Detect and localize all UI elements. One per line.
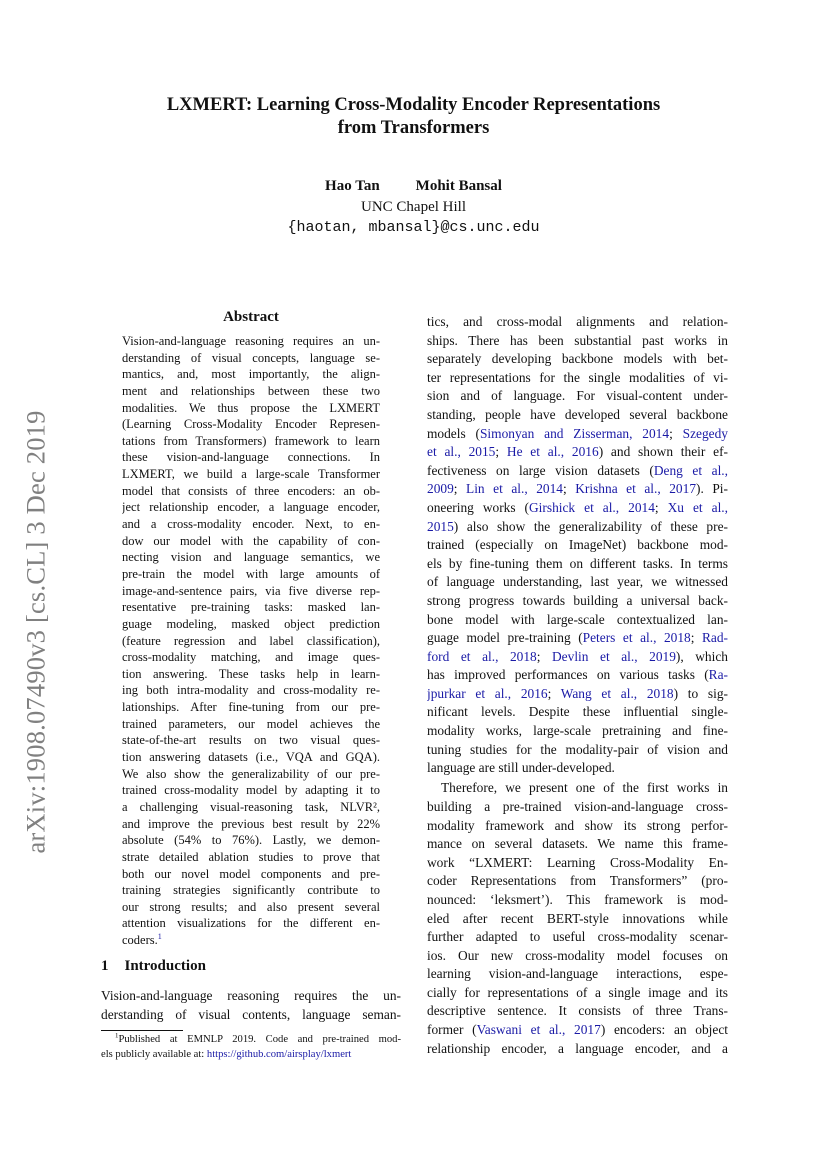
body-text: learning vision-and-language interactions, espe- bbox=[427, 966, 728, 982]
body-text: descriptive sentence. It consists of three Trans- bbox=[427, 1003, 728, 1019]
body-line bbox=[427, 406, 728, 425]
body-text: fectiveness on large vision datasets ( bbox=[427, 462, 654, 478]
citation-link[interactable]: Lin et al., 2014 bbox=[466, 481, 563, 497]
citation-link[interactable]: Rad- bbox=[701, 630, 728, 646]
body-line bbox=[427, 369, 728, 388]
abstract-text: lationships. After fine-tuning from our pre- bbox=[122, 700, 380, 715]
abstract-text: necting vision and language semantics, we bbox=[122, 550, 380, 565]
abstract-text: We also show the generalizability of our pre- bbox=[122, 766, 380, 781]
citation-link[interactable]: Deng et al., bbox=[653, 462, 728, 478]
citation-link[interactable]: ford et al., 2018 bbox=[427, 648, 537, 664]
body-line bbox=[427, 1002, 728, 1021]
body-text: further adapted to useful cross-modality scenar- bbox=[427, 929, 728, 945]
abstract-line bbox=[122, 866, 380, 883]
body-line bbox=[427, 499, 728, 518]
body-text: ; bbox=[690, 630, 702, 646]
citation-link[interactable]: Girshick et al., 2014 bbox=[529, 499, 655, 515]
citation-link[interactable]: Vaswani et al., 2017 bbox=[476, 1022, 601, 1038]
abstract-text: ment and relationships between these two bbox=[122, 383, 380, 398]
body-text: ships. There has been substantial past works in bbox=[427, 332, 728, 348]
citation-link[interactable]: et al., 2015 bbox=[427, 444, 496, 460]
body-text: bone model with large-scale contextualized lan- bbox=[427, 611, 728, 627]
body-line bbox=[427, 518, 728, 537]
body-text: ; bbox=[547, 685, 561, 701]
body-text: models ( bbox=[427, 425, 480, 441]
body-text: work “LXMERT: Learning Cross-Modality En- bbox=[427, 854, 728, 870]
title-line: from Transformers bbox=[337, 118, 490, 138]
body-text: sion and of language. For visual-content under- bbox=[427, 388, 728, 404]
body-line bbox=[427, 443, 728, 462]
body-line bbox=[427, 910, 728, 929]
abstract-text: dow our model with the capability of con- bbox=[122, 533, 380, 548]
abstract-text: trained parameters, our model achieves the bbox=[122, 716, 380, 731]
body-text: standing, people have developed several backbone bbox=[427, 406, 728, 422]
abstract-line bbox=[122, 749, 380, 766]
body-line bbox=[427, 779, 728, 798]
body-line bbox=[427, 835, 728, 854]
body-text: ) also show the generalizability of these pre- bbox=[453, 518, 728, 534]
abstract-line bbox=[122, 816, 380, 833]
abstract-line bbox=[122, 416, 380, 433]
abstract-text: both our novel model components and pre- bbox=[122, 866, 380, 881]
body-line bbox=[427, 891, 728, 910]
citation-link[interactable]: 2009 bbox=[427, 481, 454, 497]
body-text: oneering works ( bbox=[427, 499, 530, 515]
body-line bbox=[427, 387, 728, 406]
body-line bbox=[427, 611, 728, 630]
body-line bbox=[427, 817, 728, 836]
abstract-text: ing both intra-modality and cross-modality re- bbox=[122, 683, 380, 698]
abstract-line bbox=[122, 716, 380, 733]
body-line bbox=[427, 741, 728, 760]
section-heading-introduction bbox=[101, 958, 206, 975]
body-line bbox=[427, 332, 728, 351]
body-line bbox=[427, 666, 728, 685]
abstract-line bbox=[122, 449, 380, 466]
abstract-line bbox=[122, 483, 380, 500]
body-text: guage model pre-training ( bbox=[427, 630, 583, 646]
abstract-line bbox=[122, 649, 380, 666]
body-text: ) encoders: an object bbox=[600, 1022, 728, 1038]
body-text: nificant levels. Despite these influential single- bbox=[427, 704, 728, 720]
author-name: Hao Tan bbox=[325, 178, 380, 194]
abstract-line bbox=[122, 566, 380, 583]
body-text: ; bbox=[669, 425, 683, 441]
arxiv-stamp: arXiv:1908.07490v3 [cs.CL] 3 Dec 2019 bbox=[20, 410, 51, 854]
abstract-line bbox=[122, 899, 380, 916]
citation-link[interactable]: Devlin et al., 2019 bbox=[552, 648, 676, 664]
abstract-line bbox=[122, 799, 380, 816]
citation-link[interactable]: Peters et al., 2018 bbox=[582, 630, 691, 646]
intro-line bbox=[101, 987, 401, 1006]
body-text: of language understanding, last year, we witnessed bbox=[427, 574, 728, 590]
body-line bbox=[427, 759, 728, 778]
body-text: ) to sig- bbox=[673, 685, 728, 701]
body-text: Therefore, we present one of the first works in bbox=[441, 780, 728, 796]
right-column-body bbox=[427, 313, 728, 1058]
body-line bbox=[427, 480, 728, 499]
body-line bbox=[427, 462, 728, 481]
abstract-line bbox=[122, 466, 380, 483]
body-text: cially for representations of a single image and its bbox=[427, 984, 728, 1000]
abstract-text: derstanding of visual concepts, language se- bbox=[122, 350, 380, 365]
paper-title bbox=[0, 94, 827, 140]
body-text: strong progress towards building a universal back- bbox=[427, 592, 728, 608]
affiliation: UNC Chapel Hill bbox=[361, 199, 466, 215]
footnote-mark: 1 bbox=[115, 1033, 119, 1040]
body-text: els by fine-tuning them on different tasks. In terms bbox=[427, 555, 728, 571]
abstract-text: resentative pre-training tasks: masked lan- bbox=[122, 600, 380, 615]
body-text: ; bbox=[563, 481, 576, 497]
body-line bbox=[427, 648, 728, 667]
body-line bbox=[427, 703, 728, 722]
abstract-text: Vision-and-language reasoning requires an un- bbox=[122, 334, 380, 348]
abstract-text: and a cross-modality encoder. Next, to en- bbox=[122, 517, 380, 532]
abstract-text: ject relationship encoder, a language encoder, bbox=[122, 500, 380, 515]
body-line bbox=[427, 350, 728, 369]
body-text: language are still under-developed. bbox=[427, 760, 615, 776]
abstract-line bbox=[122, 533, 380, 550]
author-email: {haotan, mbansal}@cs.unc.edu bbox=[287, 219, 540, 236]
body-line bbox=[427, 965, 728, 984]
body-text: ; bbox=[453, 481, 467, 497]
intro-text: derstanding of visual contents, language seman- bbox=[101, 1006, 401, 1022]
author-name: Mohit Bansal bbox=[415, 178, 502, 194]
intro-line bbox=[101, 1006, 401, 1025]
citation-link[interactable]: Simonyan and Zisserman, 2014 bbox=[479, 425, 670, 441]
abstract-line bbox=[122, 882, 380, 899]
abstract-text: state-of-the-art results on two visual ques- bbox=[122, 733, 380, 748]
abstract-line bbox=[122, 333, 380, 350]
abstract-line bbox=[122, 549, 380, 566]
body-text: separately developing backbone models with bet- bbox=[427, 351, 728, 367]
body-line bbox=[427, 685, 728, 704]
body-text: modality works, large-scale pretraining and fine- bbox=[427, 723, 728, 739]
body-text: mance on several datasets. We name this frame- bbox=[427, 836, 728, 852]
footnote-line bbox=[101, 1033, 401, 1048]
github-link[interactable]: https://github.com/airsplay/lxmert bbox=[206, 1048, 352, 1060]
abstract-text: LXMERT, we build a large-scale Transformer bbox=[122, 467, 380, 482]
body-text: relationship encoder, a language encoder, and a bbox=[427, 1040, 728, 1056]
section-title: Introduction bbox=[124, 958, 206, 974]
body-line bbox=[427, 536, 728, 555]
abstract-line bbox=[122, 766, 380, 783]
abstract-text: these vision-and-language connections. In bbox=[122, 450, 380, 465]
abstract-line bbox=[122, 699, 380, 716]
citation-link[interactable]: Xu et al., bbox=[667, 499, 728, 515]
abstract-line bbox=[122, 350, 380, 367]
abstract-line bbox=[122, 599, 380, 616]
body-line bbox=[427, 947, 728, 966]
body-text: ios. Our new cross-modality model focuses on bbox=[427, 947, 728, 963]
abstract-line bbox=[122, 732, 380, 749]
body-line bbox=[427, 872, 728, 891]
body-line bbox=[427, 425, 728, 444]
abstract-line bbox=[122, 400, 380, 417]
citation-link[interactable]: Ra- bbox=[708, 667, 728, 683]
body-line bbox=[427, 854, 728, 873]
footnote-text: els publicly available at: bbox=[101, 1048, 207, 1060]
abstract-text: modalities. We thus propose the LXMERT bbox=[122, 400, 380, 415]
body-text: ) and shown their ef- bbox=[598, 444, 728, 460]
body-line bbox=[427, 798, 728, 817]
abstract-text: cross-modality matching, and image ques- bbox=[122, 650, 380, 665]
citation-link[interactable]: Krishna et al., 2017 bbox=[575, 481, 697, 497]
citation-link[interactable]: Wang et al., 2018 bbox=[560, 685, 674, 701]
abstract-line bbox=[122, 366, 380, 383]
abstract-text: model that consists of three encoders: an ob- bbox=[122, 483, 380, 498]
body-line bbox=[427, 573, 728, 592]
body-text: ; bbox=[654, 499, 668, 515]
body-line bbox=[427, 592, 728, 611]
abstract-text: a challenging visual-reasoning task, NLVR², bbox=[122, 799, 380, 814]
abstract-line bbox=[122, 616, 380, 633]
abstract-line bbox=[122, 932, 380, 949]
body-line bbox=[427, 313, 728, 332]
abstract-body bbox=[122, 333, 380, 949]
citation-link[interactable]: jpurkar et al., 2016 bbox=[427, 685, 548, 701]
body-text: ter representations for the single modalities of vi- bbox=[427, 369, 728, 385]
body-text: modality framework and show its strong perfor- bbox=[427, 817, 728, 833]
abstract-text: (Learning Cross-Modality Encoder Represen- bbox=[122, 417, 380, 432]
body-text: coder Representations from Transformers” (pro- bbox=[427, 873, 728, 889]
body-text: building a pre-trained vision-and-language cross- bbox=[427, 798, 728, 814]
abstract-line bbox=[122, 433, 380, 450]
abstract-line bbox=[122, 516, 380, 533]
section-number: 1 bbox=[101, 958, 109, 974]
abstract-line bbox=[122, 499, 380, 516]
authors bbox=[0, 178, 827, 195]
footnote bbox=[101, 1033, 401, 1062]
abstract-text: and improve the previous best result by 22% bbox=[122, 816, 380, 831]
abstract-line bbox=[122, 633, 380, 650]
body-line bbox=[427, 928, 728, 947]
footnote-line bbox=[101, 1048, 401, 1063]
body-text: tuning studies for the modality-pair of vision and bbox=[427, 741, 728, 757]
abstract-text: absolute (54% to 76%). Lastly, we demon- bbox=[122, 833, 380, 848]
footnote-text: Published at EMNLP 2019. Code and pre-trained mod- bbox=[118, 1034, 401, 1045]
abstract-line bbox=[122, 849, 380, 866]
body-line bbox=[427, 1040, 728, 1059]
abstract-text: (feature regression and label classification), bbox=[122, 633, 380, 648]
body-text: trained (especially on ImageNet) backbone mod- bbox=[427, 537, 728, 553]
abstract-text: tations from Transformers) framework to learn bbox=[122, 433, 380, 448]
body-line bbox=[427, 984, 728, 1003]
abstract-text: tion answering datasets (i.e., VQA and GQA). bbox=[122, 750, 380, 765]
abstract-line bbox=[122, 682, 380, 699]
body-line bbox=[427, 1021, 728, 1040]
citation-link[interactable]: Szegedy bbox=[682, 425, 728, 441]
body-text: eled after recent BERT-style innovations while bbox=[427, 910, 728, 926]
body-line bbox=[427, 555, 728, 574]
abstract-line bbox=[122, 583, 380, 600]
title-line: LXMERT: Learning Cross-Modality Encoder Representations bbox=[166, 95, 661, 115]
body-line bbox=[427, 722, 728, 741]
abstract-text: our strong results; and also present several bbox=[122, 899, 380, 914]
abstract-text: image-and-sentence pairs, via five diverse rep- bbox=[122, 583, 380, 598]
abstract-line bbox=[122, 666, 380, 683]
abstract-line bbox=[122, 383, 380, 400]
abstract-text: coders. bbox=[122, 933, 158, 948]
introduction-body bbox=[101, 987, 401, 1024]
abstract-text: pre-train the model with large amounts of bbox=[122, 566, 380, 581]
abstract-heading: Abstract bbox=[223, 309, 279, 325]
abstract-text: guage modeling, masked object prediction bbox=[122, 616, 380, 631]
abstract-line bbox=[122, 782, 380, 799]
footnote-mark[interactable]: 1 bbox=[157, 932, 162, 941]
citation-link[interactable]: 2015 bbox=[427, 518, 454, 534]
citation-link[interactable]: He et al., 2016 bbox=[506, 444, 599, 460]
footnote-rule bbox=[101, 1030, 183, 1031]
abstract-text: tion answering. These tasks help in learn- bbox=[122, 666, 380, 681]
body-text: tics, and cross-modal alignments and relation- bbox=[427, 314, 728, 329]
body-text: nounced: ‘leksmert’). This framework is mod- bbox=[427, 891, 728, 907]
body-text: ). Pi- bbox=[696, 481, 728, 497]
body-line bbox=[427, 629, 728, 648]
abstract-text: attention visualizations for the different en- bbox=[122, 916, 380, 931]
body-text: former ( bbox=[427, 1022, 477, 1038]
abstract-text: training strategies significantly contribute to bbox=[122, 883, 380, 898]
abstract-text: trained cross-modality model by adapting it to bbox=[122, 783, 380, 798]
abstract-line bbox=[122, 915, 380, 932]
body-text: ), which bbox=[675, 648, 728, 664]
abstract-line bbox=[122, 832, 380, 849]
body-text: ; bbox=[536, 648, 553, 664]
abstract-text: mantics, and, most importantly, the align- bbox=[122, 367, 380, 382]
body-text: has improved performances on various tasks ( bbox=[427, 667, 709, 683]
abstract-text: strate detailed ablation studies to prove that bbox=[122, 849, 380, 864]
intro-text: Vision-and-language reasoning requires the un- bbox=[101, 988, 401, 1003]
body-text: ; bbox=[495, 444, 507, 460]
